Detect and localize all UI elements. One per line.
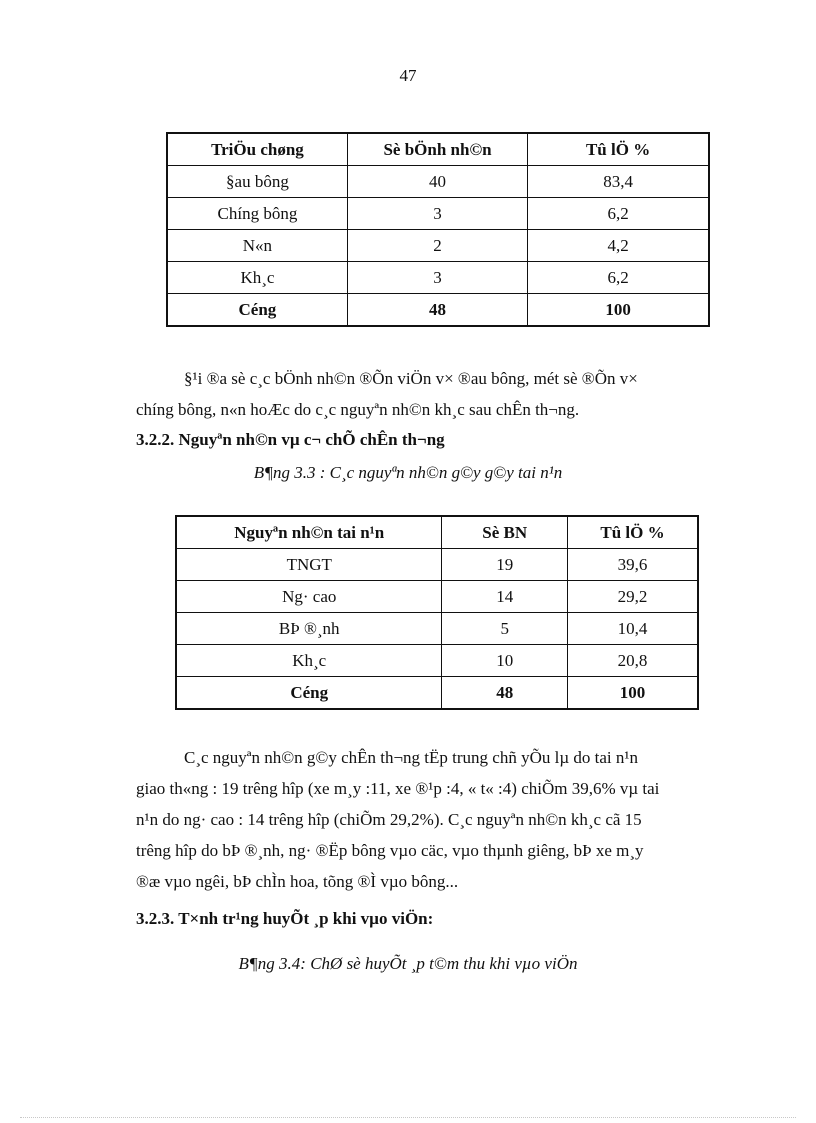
table-cell: 10,4 [567,613,698,645]
table-cell: Céng [167,294,347,327]
table-row [167,198,709,230]
section-heading-322: 3.2.2. Nguyªn nh©n vµ c¬ chÕ chÊn th¬ng [136,430,445,449]
table-row [176,645,698,677]
paragraph-line: C¸c nguyªn nh©n g©y chÊn th¬ng tËp trung chñ yÕu lµ do tai n¹n [184,748,638,767]
table-cell: 29,2 [567,581,698,613]
table-row [176,613,698,645]
page-number: 47 [399,66,417,85]
table-cell: 14 [442,581,568,613]
table-cell: 100 [528,294,709,327]
table-header-row [176,516,698,549]
page-bottom-divider [20,1117,796,1118]
table-cell: 39,6 [567,549,698,581]
table-total-row [176,677,698,710]
header-cell: Sè BN [442,516,568,549]
paragraph-line: trêng hîp do bÞ ®¸nh, ng· ®Ëp bông vµo cäc, vµo thµnh giêng, bÞ xe m¸y [136,841,644,860]
table-cell: Kh¸c [167,262,347,294]
table-header-row [167,133,709,166]
header-cell: TriÖu chøng [167,133,347,166]
table-cell: 5 [442,613,568,645]
table-cell: §au bông [167,166,347,198]
causes-table [175,515,699,710]
table-cell: 3 [347,198,527,230]
table-row [176,549,698,581]
table-row [167,166,709,198]
paragraph-line: chíng bông, n«n hoÆc do c¸c nguyªn nh©n kh¸c sau chÊn th¬ng. [136,400,580,419]
paragraph-line: giao th«ng : 19 trêng hîp (xe m¸y :11, xe ®¹p :4, « t« :4) chiÕm 39,6% vµ tai [136,779,660,798]
table3-caption: B¶ng 3.4: ChØ sè huyÕt ¸p t©m thu khi vµo viÖn [238,954,578,973]
table-row [167,230,709,262]
table-cell: 10 [442,645,568,677]
table-cell: 4,2 [528,230,709,262]
table-cell: 48 [347,294,527,327]
table-cell: N«n [167,230,347,262]
table-cell: 19 [442,549,568,581]
table-cell: 20,8 [567,645,698,677]
table-cell: BÞ ®¸nh [176,613,442,645]
table-total-row [167,294,709,327]
table-cell: 6,2 [528,262,709,294]
table2-caption: B¶ng 3.3 : C¸c nguyªn nh©n g©y g©y tai n¹n [253,463,563,482]
table-cell: 40 [347,166,527,198]
header-cell: Tû lÖ % [528,133,709,166]
paragraph-line: §¹i ®a sè c¸c bÖnh nh©n ®Õn viÖn v× ®au bông, mét sè ®Õn v× [184,369,638,388]
table-cell: 3 [347,262,527,294]
symptoms-table [166,132,710,327]
header-cell: Sè bÖnh nh©n [347,133,527,166]
table-row [176,581,698,613]
table-cell: 2 [347,230,527,262]
table-cell: 48 [442,677,568,710]
table-cell: TNGT [176,549,442,581]
paragraph-causes [136,742,766,897]
table-cell: Chíng bông [167,198,347,230]
table-cell: Kh¸c [176,645,442,677]
table-row [167,262,709,294]
header-cell: Tû lÖ % [567,516,698,549]
header-cell: Nguyªn nh©n tai n¹n [176,516,442,549]
table-cell: 83,4 [528,166,709,198]
table-cell: 6,2 [528,198,709,230]
table-cell: Ng· cao [176,581,442,613]
table-cell: 100 [567,677,698,710]
table-cell: Céng [176,677,442,710]
paragraph-symptoms [136,363,766,425]
paragraph-line: ®æ vµo ngêi, bÞ chÌn hoa, tõng ®Ì vµo bông... [136,872,459,891]
paragraph-line: n¹n do ng· cao : 14 trêng hîp (chiÕm 29,2%). C¸c nguyªn nh©n kh¸c cã 15 [136,810,642,829]
section-heading-323: 3.2.3. T×nh tr¹ng huyÕt ¸p khi vµo viÖn: [136,909,434,928]
